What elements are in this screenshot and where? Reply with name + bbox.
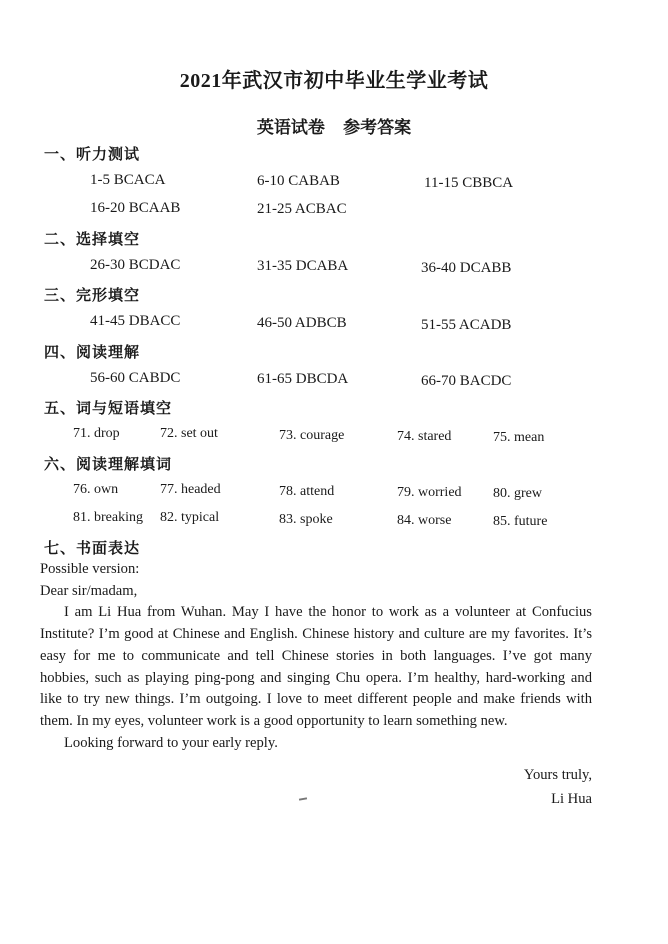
word-answer-85: 85. future xyxy=(493,514,548,529)
section-heading-reading-fill: 六、阅读理解填词 xyxy=(44,457,173,473)
answer-16-20: 16-20 BCAAB xyxy=(90,200,181,216)
answer-21-25: 21-25 ACBAC xyxy=(257,201,347,217)
word-answer-79: 79. worried xyxy=(397,485,462,500)
essay-label: Possible version: xyxy=(40,561,140,577)
word-answer-77: 77. headed xyxy=(160,482,221,497)
answer-36-40: 36-40 DCABB xyxy=(421,260,512,276)
word-answer-78: 78. attend xyxy=(279,484,335,499)
answer-46-50: 46-50 ADBCB xyxy=(257,315,347,331)
answer-11-15: 11-15 CBBCA xyxy=(424,175,514,191)
page-title: 2021年武汉市初中毕业生学业考试 xyxy=(179,70,489,92)
section-heading-word-fill: 五、词与短语填空 xyxy=(44,401,173,417)
answer-31-35: 31-35 DCABA xyxy=(257,258,349,274)
answer-51-55: 51-55 ACADB xyxy=(421,317,512,333)
word-answer-75: 75. mean xyxy=(493,430,545,445)
page-subtitle: 英语试卷 参考答案 xyxy=(256,118,412,137)
section-heading-multiple-choice: 二、选择填空 xyxy=(44,232,141,248)
word-answer-80: 80. grew xyxy=(493,486,542,501)
essay-closing-line: Looking forward to your early reply. xyxy=(64,734,278,751)
answer-66-70: 66-70 BACDC xyxy=(421,373,512,389)
essay-body: I am Li Hua from Wuhan. May I have the honor to work as a volunteer at Confucius Institute? I’m good at Chinese and English. Chinese history and culture are my favorites. It’s easy for me to communicate and tell Chinese stories in both languages. I’ve got many hobbies, such as playing ping-pong and singing Chu opera. I’m healthy, hard-working and like to try new things. I’m outgoing. I love to meet different people and make friends with them. In my eyes, volunteer work is a good opportunity to learn something new. xyxy=(40,604,592,729)
answer-56-60: 56-60 CABDC xyxy=(90,370,181,386)
essay xyxy=(40,559,592,811)
essay-signature-name: Li Hua xyxy=(551,791,592,808)
essay-greeting: Dear sir/madam, xyxy=(40,582,138,599)
word-answer-73: 73. courage xyxy=(279,428,345,443)
answer-1-5: 1-5 BCACA xyxy=(90,172,166,188)
answer-41-45: 41-45 DBACC xyxy=(90,313,181,329)
answer-26-30: 26-30 BCDAC xyxy=(90,257,181,273)
answer-6-10: 6-10 CABAB xyxy=(257,173,340,189)
section-heading-reading: 四、阅读理解 xyxy=(44,345,141,361)
word-answer-72: 72. set out xyxy=(160,426,218,441)
word-answer-81: 81. breaking xyxy=(73,510,143,525)
word-answer-84: 84. worse xyxy=(397,513,452,528)
word-answer-71: 71. drop xyxy=(73,426,120,441)
word-answer-76: 76. own xyxy=(73,482,119,497)
word-answer-74: 74. stared xyxy=(397,429,452,444)
section-heading-writing: 七、书面表达 xyxy=(44,541,141,557)
word-answer-82: 82. typical xyxy=(160,510,220,525)
essay-sign-off: Yours truly, xyxy=(523,767,592,784)
word-answer-83: 83. spoke xyxy=(279,512,333,527)
section-heading-listening: 一、听力测试 xyxy=(44,147,141,163)
section-heading-cloze: 三、完形填空 xyxy=(44,288,141,304)
answer-61-65: 61-65 DBCDA xyxy=(257,371,349,387)
